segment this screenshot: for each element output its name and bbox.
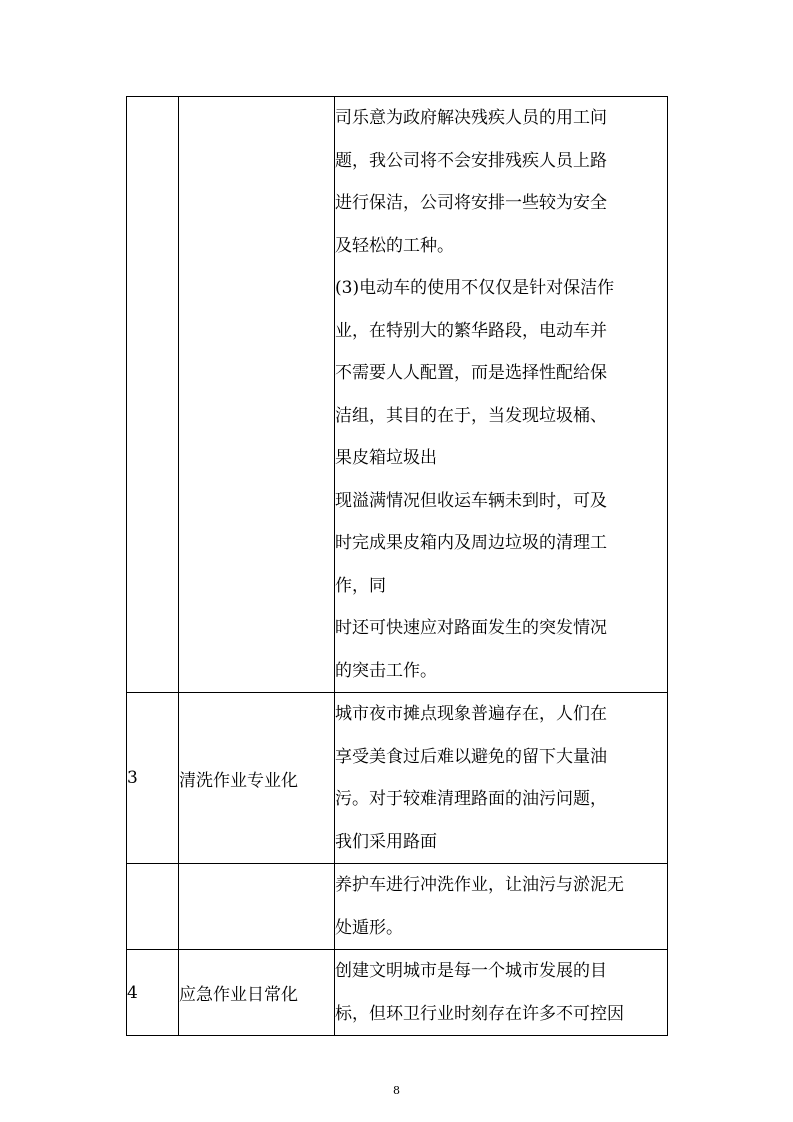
content-line: 时完成果皮箱内及周边垃圾的清理工 <box>335 533 607 553</box>
row-number-cell <box>127 864 179 950</box>
row-title-cell <box>179 864 335 950</box>
table-body <box>127 97 668 1036</box>
content-line: 享受美食过后难以避免的留下大量油 <box>335 746 607 767</box>
content-line: 作，同 <box>335 575 386 596</box>
content-line: 果皮箱垃圾出 <box>335 448 437 468</box>
table-row <box>127 864 668 950</box>
row-content-cell <box>335 864 668 950</box>
content-line: 养护车进行冲洗作业，让油污与淤泥无 <box>335 875 624 895</box>
content-line: 进行保洁，公司将安排一些较为安全 <box>335 193 607 213</box>
row-number-cell: 3 <box>127 693 179 864</box>
content-lines <box>335 693 667 863</box>
content-line: 及轻松的工种。 <box>335 235 454 256</box>
content-line: 司乐意为政府解决残疾人员的用工问 <box>335 108 607 128</box>
row-title-cell: 清洗作业专业化 <box>179 693 335 864</box>
content-lines <box>335 97 667 692</box>
content-line: 城市夜市摊点现象普遍存在，人们在 <box>335 704 607 724</box>
content-line: 标，但环卫行业时刻存在许多不可控因 <box>335 1003 624 1024</box>
content-line: 不需要人人配置，而是选择性配给保 <box>335 363 607 383</box>
table-row <box>127 693 668 864</box>
content-line: 处遁形。 <box>335 917 403 938</box>
row-number-cell <box>127 97 179 693</box>
content-line: 的突击工作。 <box>335 660 437 681</box>
content-line: 创建文明城市是每一个城市发展的目 <box>335 961 607 981</box>
content-lines <box>335 864 667 949</box>
page-number: 8 <box>393 1084 400 1097</box>
row-number-cell: 4 <box>127 950 179 1036</box>
row-content-cell <box>335 950 668 1036</box>
content-table <box>126 96 668 1036</box>
table-row <box>127 950 668 1036</box>
content-line: (3)电动车的使用不仅仅是针对保洁作 <box>335 278 615 298</box>
content-line: 时还可快速应对路面发生的突发情况 <box>335 618 607 638</box>
content-line: 题，我公司将不会安排残疾人员上路 <box>335 150 607 171</box>
table-row <box>127 97 668 693</box>
content-line: 污。对于较难清理路面的油污问题， <box>335 789 607 809</box>
content-line: 现溢满情况但收运车辆未到时，可及 <box>335 490 607 511</box>
row-content-cell <box>335 97 668 693</box>
row-content-cell <box>335 693 668 864</box>
content-line: 我们采用路面 <box>335 831 437 852</box>
content-lines <box>335 950 667 1035</box>
row-title-cell: 应急作业日常化 <box>179 950 335 1036</box>
content-line: 洁组，其目的在于，当发现垃圾桶、 <box>335 405 607 426</box>
content-line: 业，在特别大的繁华路段，电动车并 <box>335 320 607 341</box>
row-title-cell <box>179 97 335 693</box>
